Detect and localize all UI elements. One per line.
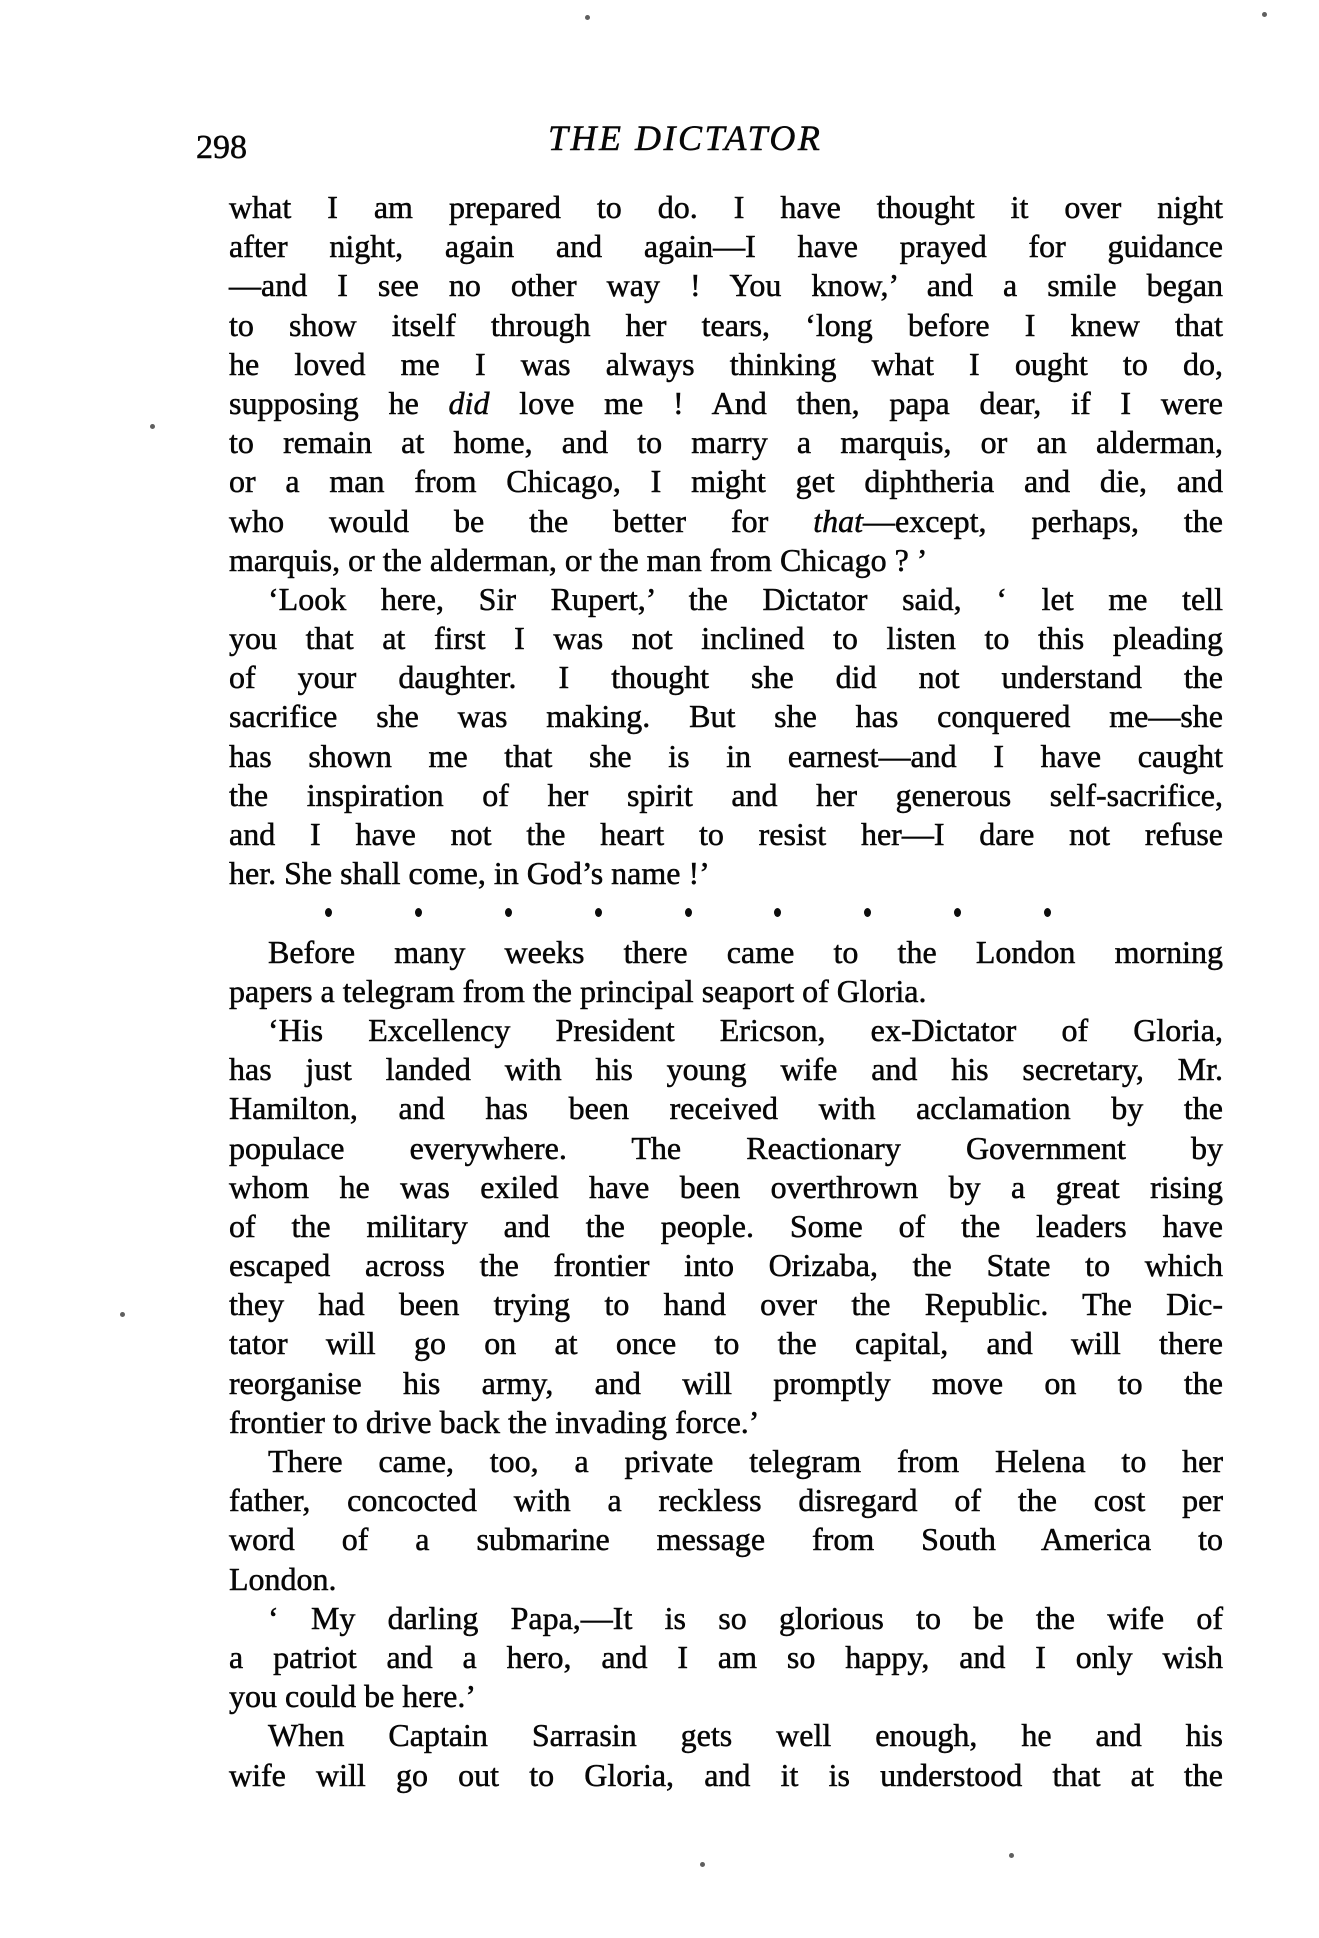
text-line — [229, 972, 1223, 1011]
running-title: THE DICTATOR — [548, 118, 823, 158]
text-segment: the inspiration of her spirit and her generous self-sacrifice, — [229, 776, 1223, 813]
text-segment: to remain at home, and to marry a marquis, or an alderman, — [229, 424, 1223, 461]
text-line — [229, 227, 1223, 266]
italic-text: did — [448, 384, 490, 421]
text-segment: ‘ My darling Papa,—It is so glorious to be the wife of — [268, 1599, 1223, 1636]
text-line — [229, 1011, 1223, 1050]
scan-speck — [120, 1312, 125, 1317]
text-line — [229, 1638, 1223, 1677]
page-number: 298 — [196, 129, 247, 166]
separator-dot — [415, 908, 422, 917]
text-line — [229, 933, 1223, 972]
text-segment: reorganise his army, and will promptly move on to the — [229, 1364, 1223, 1401]
text-segment: supposing he — [229, 384, 449, 421]
text-segment: papers a telegram from the principal seaport of Gloria. — [229, 972, 927, 1009]
text-line — [229, 1364, 1223, 1403]
text-line — [229, 1481, 1223, 1520]
paragraph — [229, 580, 1223, 894]
text-segment: after night, again and again—I have prayed for guidance — [229, 228, 1223, 265]
text-segment: they had been trying to hand over the Republic. The Dic- — [229, 1286, 1223, 1323]
text-line — [229, 1324, 1223, 1363]
text-segment: he loved me I was always thinking what I ought to do, — [229, 345, 1223, 382]
scan-speck — [150, 424, 155, 429]
separator-dot — [954, 908, 961, 917]
text-segment: who would be the better for — [229, 502, 814, 539]
text-segment: —except, perhaps, the — [863, 502, 1224, 539]
text-segment: sacrifice she was making. But she has conquered me—she — [229, 698, 1223, 735]
paragraph — [229, 188, 1223, 580]
text-segment: love me ! And then, papa dear, if I were — [489, 384, 1224, 421]
separator-dot — [685, 908, 692, 917]
paragraph — [229, 1716, 1223, 1794]
text-line — [229, 306, 1223, 345]
text-segment: you could be here.’ — [229, 1678, 477, 1715]
text-line — [229, 658, 1223, 697]
text-segment: tator will go on at once to the capital, and will there — [229, 1325, 1223, 1362]
text-line — [229, 502, 1223, 541]
text-line — [229, 345, 1223, 384]
text-segment: word of a submarine message from South America to — [229, 1521, 1223, 1558]
text-segment: ‘His Excellency President Ericson, ex-Dictator of Gloria, — [268, 1011, 1223, 1048]
text-line — [229, 266, 1223, 305]
text-segment: —and I see no other way ! You know,’ and a smile began — [229, 267, 1223, 304]
text-line — [229, 1403, 1223, 1442]
text-segment: has just landed with his young wife and his secretary, Mr. — [229, 1051, 1223, 1088]
text-line — [229, 541, 1223, 580]
text-segment: wife will go out to Gloria, and it is understood that at the — [229, 1756, 1223, 1793]
text-line — [229, 1246, 1223, 1285]
text-line — [229, 462, 1223, 501]
text-segment: of the military and the people. Some of the leaders have — [229, 1207, 1223, 1244]
text-segment: of your daughter. I thought she did not understand the — [229, 659, 1223, 696]
text-line — [229, 423, 1223, 462]
separator-dot — [774, 908, 781, 917]
text-line — [229, 1089, 1223, 1128]
text-line — [229, 815, 1223, 854]
separator-dot — [1044, 908, 1051, 917]
text-line — [229, 1129, 1223, 1168]
scan-speck — [1262, 12, 1267, 17]
text-segment: a patriot and a hero, and I am so happy, and I only wish — [229, 1638, 1223, 1675]
text-segment: ‘Look here, Sir Rupert,’ the Dictator said, ‘ let me tell — [268, 580, 1223, 617]
text-line — [229, 854, 1223, 893]
text-line — [229, 776, 1223, 815]
separator-dot — [325, 908, 332, 917]
text-line — [229, 188, 1223, 227]
text-line — [229, 1050, 1223, 1089]
text-segment: populace everywhere. The Reactionary Government by — [229, 1129, 1223, 1166]
text-line — [229, 1207, 1223, 1246]
text-segment: Hamilton, and has been received with acclamation by the — [229, 1090, 1223, 1127]
paragraph — [229, 933, 1223, 1011]
text-line — [229, 1285, 1223, 1324]
text-segment: marquis, or the alderman, or the man from Chicago ? ’ — [229, 541, 928, 578]
paragraph — [229, 1442, 1223, 1599]
text-segment: and I have not the heart to resist her—I dare not refuse — [229, 816, 1223, 852]
text-segment: frontier to drive back the invading force.’ — [229, 1403, 760, 1440]
text-line — [229, 1756, 1223, 1795]
scan-speck — [585, 15, 590, 20]
text-line — [229, 1716, 1223, 1755]
scan-speck — [1009, 1853, 1014, 1858]
text-line — [229, 619, 1223, 658]
text-column — [229, 188, 1223, 1795]
italic-text: that — [813, 502, 864, 539]
text-segment: Before many weeks there came to the London morning — [268, 933, 1223, 970]
text-line — [229, 580, 1223, 619]
text-segment: or a man from Chicago, I might get diphtheria and die, and — [229, 463, 1223, 500]
text-line — [229, 1442, 1223, 1481]
text-segment: has shown me that she is in earnest—and I have caught — [229, 737, 1223, 774]
text-line — [229, 1560, 1223, 1599]
separator-dot — [864, 908, 871, 917]
section-separator — [229, 893, 1223, 932]
text-line — [229, 697, 1223, 736]
text-line — [229, 1599, 1223, 1638]
text-line — [229, 1520, 1223, 1559]
text-segment: escaped across the frontier into Orizaba, the State to which — [229, 1247, 1223, 1284]
text-segment: father, concocted with a reckless disregard of the cost per — [229, 1482, 1223, 1519]
text-segment: you that at first I was not inclined to listen to this pleading — [229, 620, 1223, 657]
text-segment: what I am prepared to do. I have thought it over night — [229, 189, 1223, 225]
text-segment: London. — [229, 1560, 337, 1597]
text-line — [229, 384, 1223, 423]
scan-speck — [700, 1862, 705, 1867]
text-segment: her. She shall come, in God’s name !’ — [229, 855, 710, 892]
text-segment: to show itself through her tears, ‘long before I knew that — [229, 306, 1223, 343]
text-line — [229, 1677, 1223, 1716]
text-segment: There came, too, a private telegram from Helena to her — [268, 1443, 1223, 1479]
text-segment: When Captain Sarrasin gets well enough, he and his — [268, 1717, 1223, 1754]
text-line — [229, 737, 1223, 776]
paragraph — [229, 1599, 1223, 1717]
paragraph — [229, 1011, 1223, 1442]
separator-dot — [595, 908, 602, 917]
separator-dot — [505, 908, 512, 917]
text-line — [229, 1168, 1223, 1207]
text-segment: whom he was exiled have been overthrown by a great rising — [229, 1168, 1223, 1205]
